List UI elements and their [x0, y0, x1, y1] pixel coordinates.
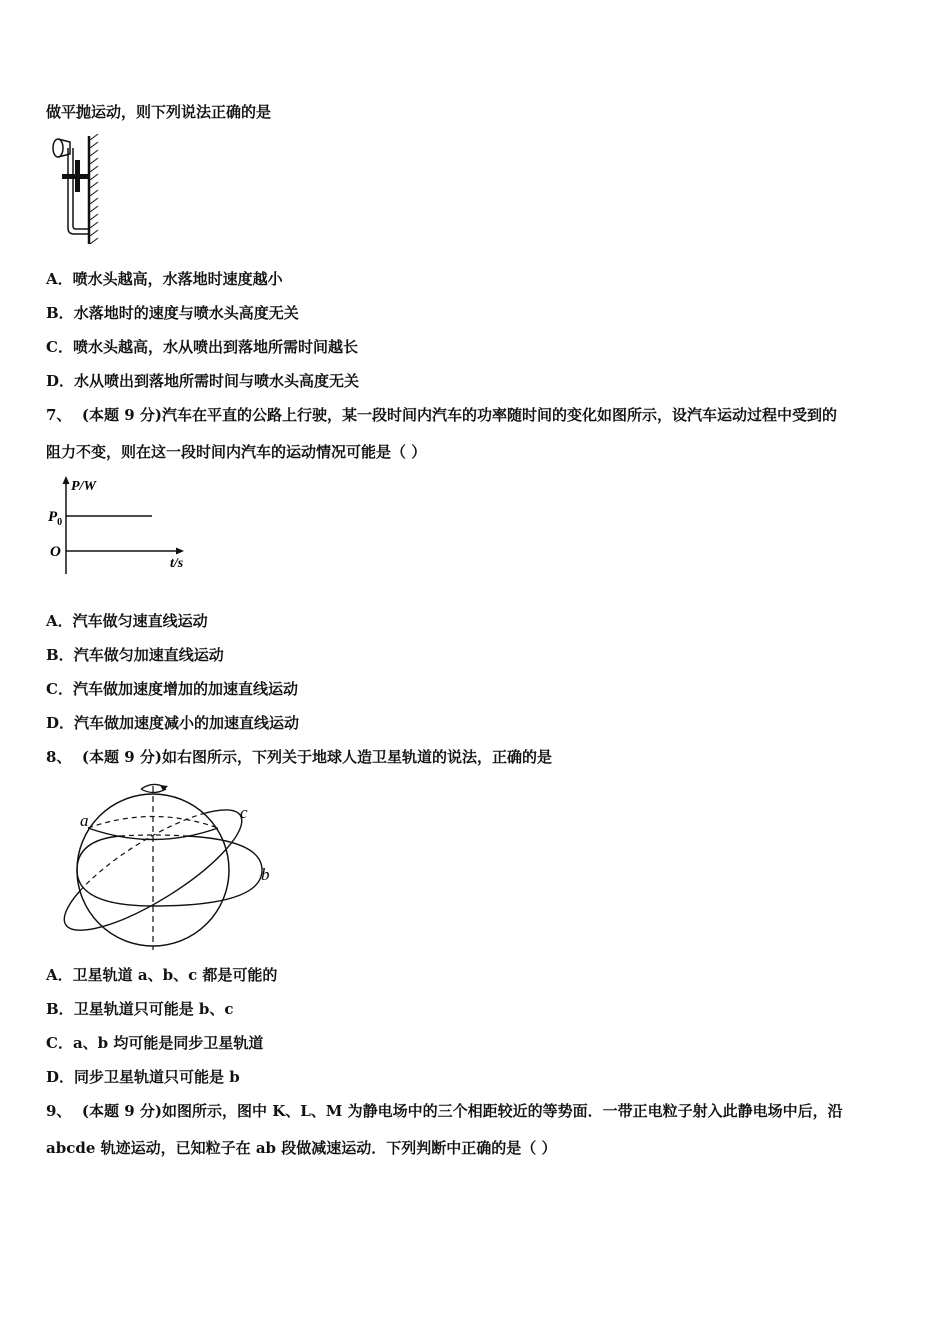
- q7-stem-line2: 阻力不变，则在这一段时间内汽车的运动情况可能是（ ）: [46, 443, 427, 461]
- q8-option-a: A．卫星轨道 a、b、c 都是可能的: [46, 966, 278, 984]
- q9-number: 9、: [46, 1102, 72, 1120]
- q6-option-c: C．喷水头越高，水从喷出到落地所需时间越长: [46, 338, 358, 356]
- q7-option-c: C．汽车做加速度增加的加速直线运动: [46, 680, 298, 698]
- q6-option-b: B．水落地时的速度与喷水头高度无关: [46, 304, 299, 322]
- q6-option-d: D．水从喷出到落地所需时间与喷水头高度无关: [46, 372, 360, 390]
- label-c: c: [240, 803, 248, 822]
- q7-stem-line1: 7、 (本题 9 分)汽车在平直的公路上行驶，某一段时间内汽车的功率随时间的变化如图所示，设汽车运动过程中受到的: [46, 406, 837, 424]
- origin-label: O: [50, 544, 61, 560]
- q7-option-a: A．汽车做匀速直线运动: [46, 612, 208, 630]
- x-axis-label: t/s: [170, 556, 184, 571]
- label-b: b: [261, 865, 270, 884]
- q9-stem-line1: 9、 (本题 9 分)如图所示，图中 K、L、M 为静电场中的三个相距较近的等势面．一带正电粒子射入此静电场中后，沿: [46, 1102, 843, 1120]
- label-a: a: [80, 811, 89, 830]
- p0-label: $P_0$: [48, 509, 63, 528]
- y-axis-label: P/W: [71, 479, 96, 494]
- shower-figure: [48, 134, 108, 246]
- q8-option-d: D．同步卫星轨道只可能是 b: [46, 1068, 240, 1086]
- q6-option-a: A．喷水头越高，水落地时速度越小: [46, 270, 283, 288]
- q8-number: 8、: [46, 748, 72, 766]
- q9-stem-line2: abcde 轨迹运动，已知粒子在 ab 段做减速运动．下列判断中正确的是（ ）: [46, 1139, 557, 1157]
- q7-option-d: D．汽车做加速度减小的加速直线运动: [46, 714, 300, 732]
- q7-number: 7、: [46, 406, 72, 424]
- power-time-graph: [44, 474, 204, 580]
- q8-option-b: B．卫星轨道只可能是 b、c: [46, 1000, 234, 1018]
- q8-stem: 8、 (本题 9 分)如右图所示，下列关于地球人造卫星轨道的说法，正确的是: [46, 748, 552, 766]
- q7-option-b: B．汽车做匀加速直线运动: [46, 646, 224, 664]
- q8-option-c: C．a、b 均可能是同步卫星轨道: [46, 1034, 264, 1052]
- intro-text: 做平抛运动，则下列说法正确的是: [46, 103, 272, 121]
- orbit-b: [77, 870, 262, 906]
- earth-orbits-figure: [40, 776, 280, 952]
